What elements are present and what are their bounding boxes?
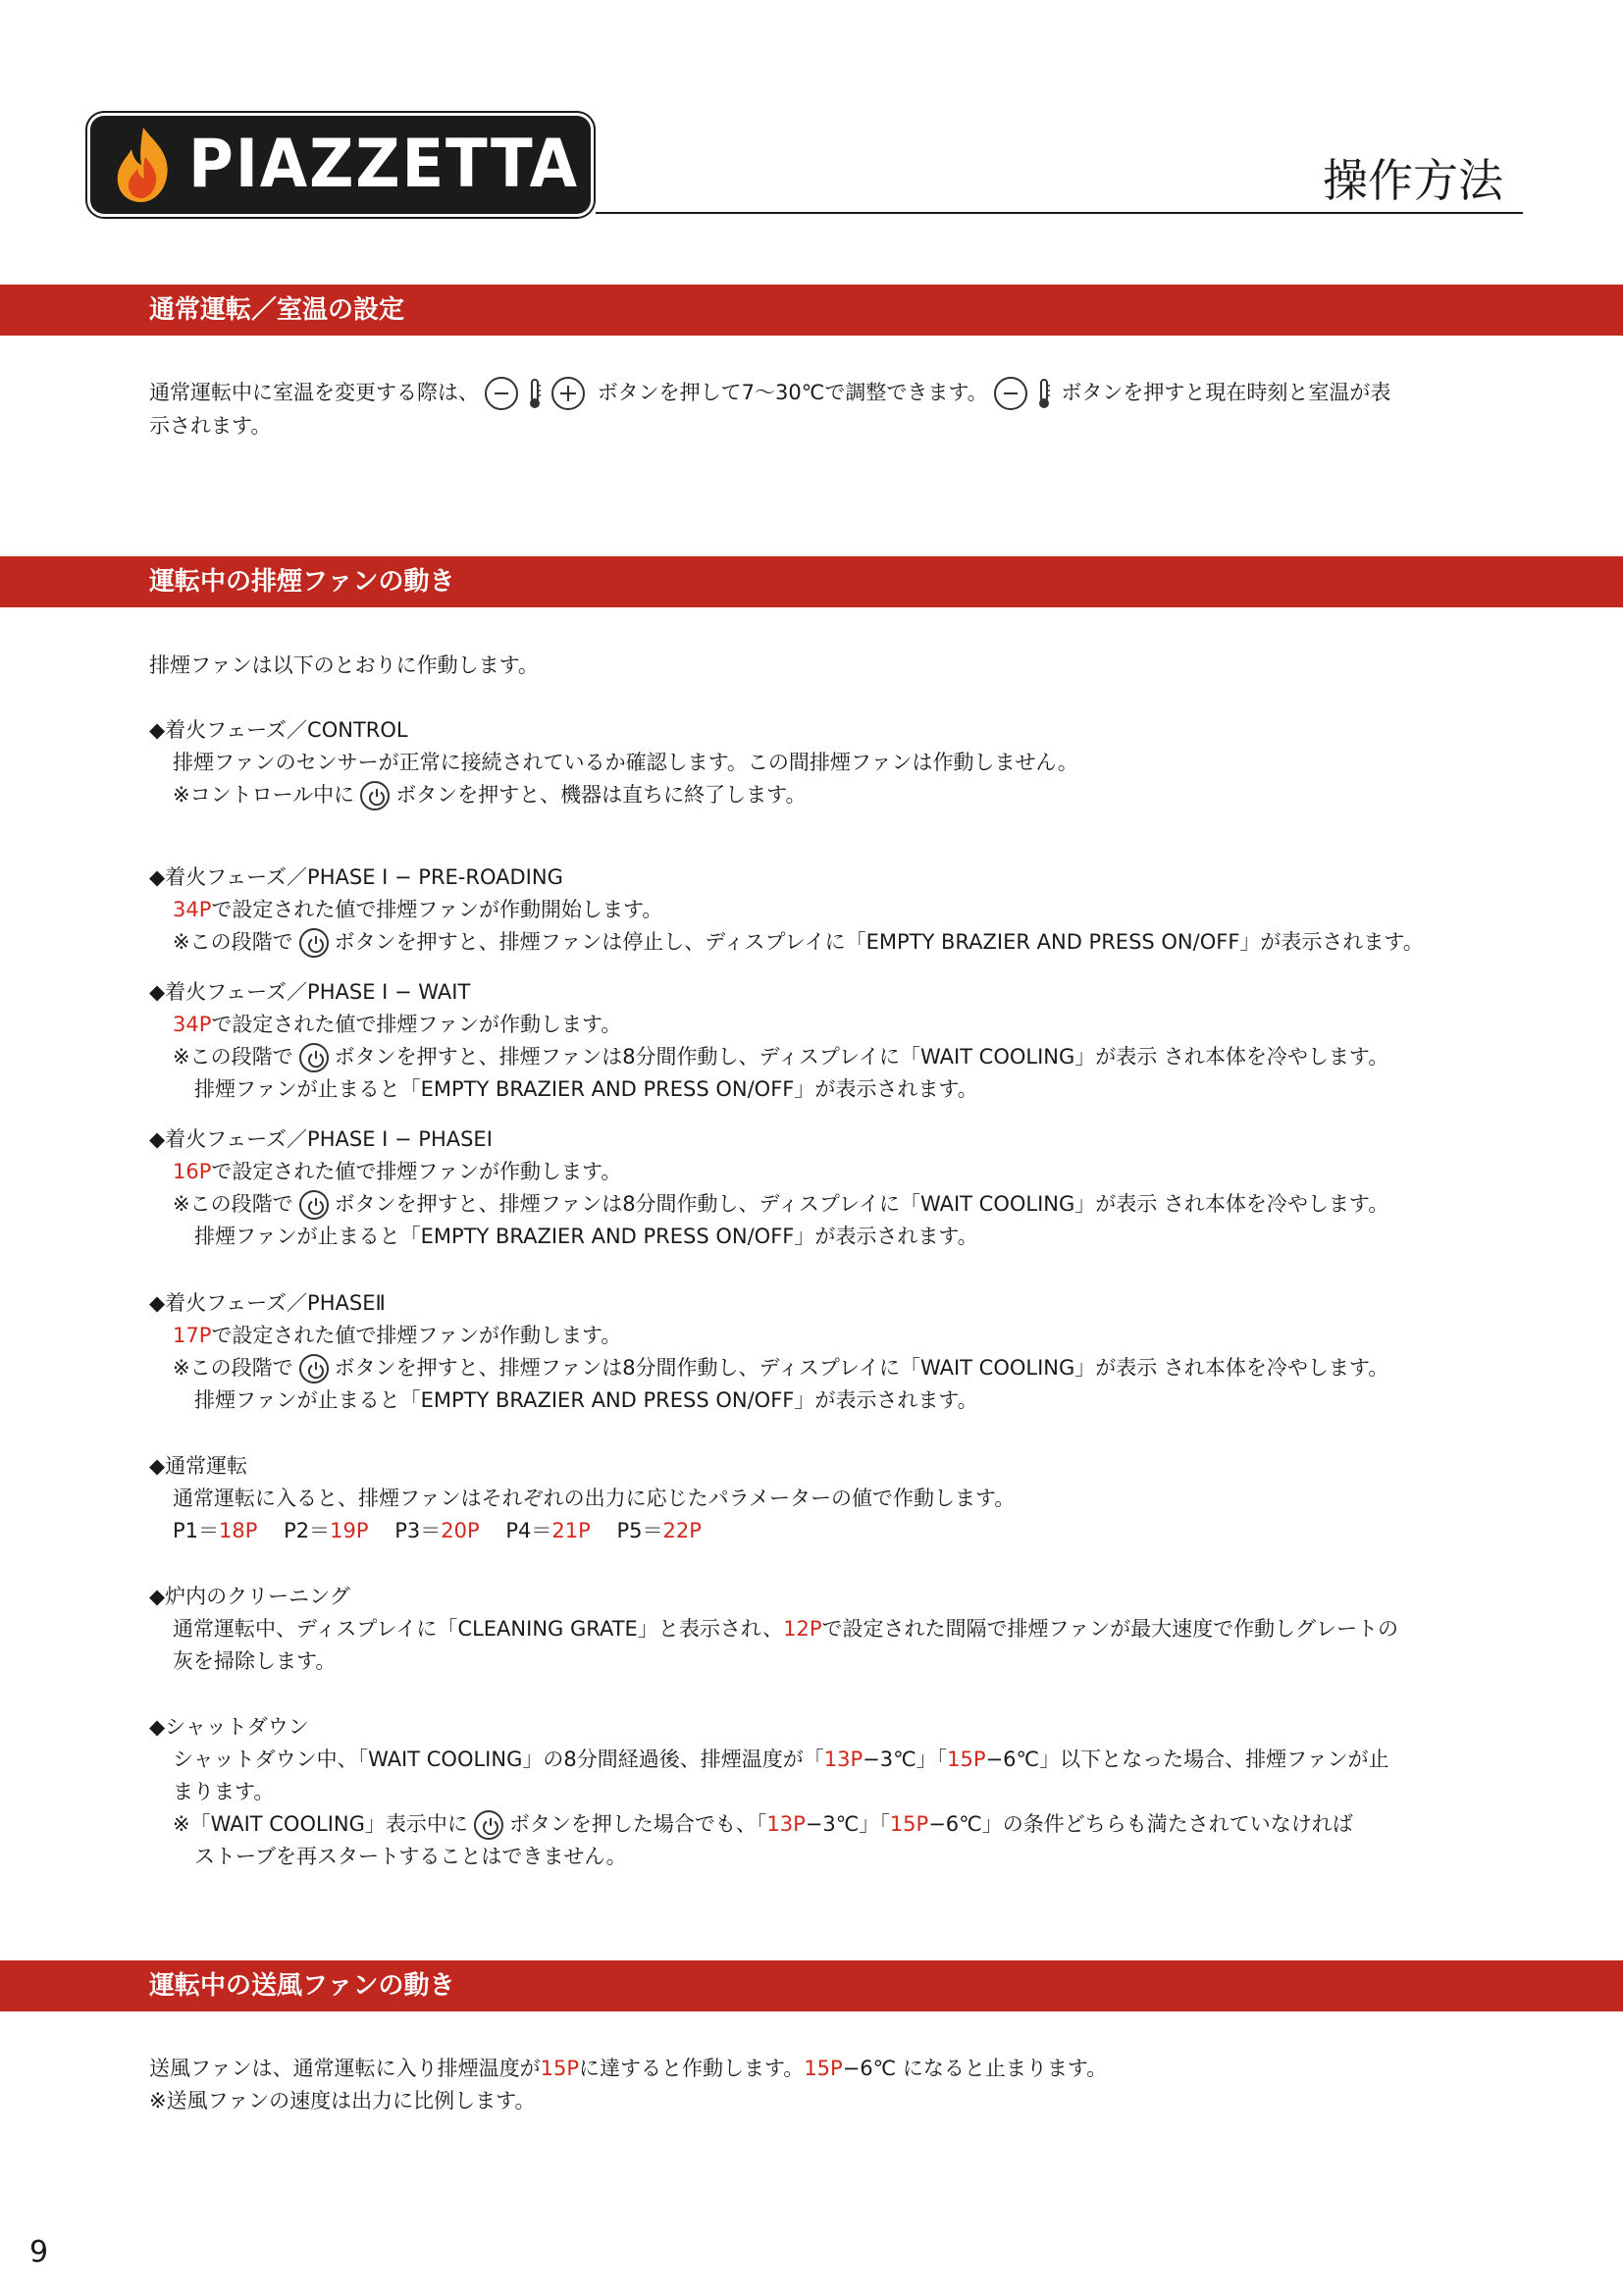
block-line: 通常運転に入ると、排煙ファンはそれぞれの出力に応じたパラメーターの値で作動します。 bbox=[173, 1487, 1016, 1510]
line-text: で設定された値で排煙ファンが作動します。 bbox=[211, 1160, 622, 1183]
line-text: −3℃」「 bbox=[863, 1748, 948, 1771]
line-text: −6℃」の条件どちらも満たされていなければ bbox=[928, 1812, 1353, 1836]
block-heading: ◆着火フェーズ／CONTROL bbox=[149, 718, 408, 742]
section-title: 通常運転／室温の設定 bbox=[149, 295, 405, 325]
line-text: ※「WAIT COOLING」表示中に bbox=[173, 1812, 468, 1836]
block-line bbox=[149, 779, 1078, 811]
block-heading: ◆着火フェーズ／PHASEⅡ bbox=[149, 1291, 386, 1315]
plus-button-icon bbox=[551, 377, 585, 410]
power-label: P5＝ bbox=[616, 1519, 663, 1542]
line-text: ※コントロール中に bbox=[173, 783, 355, 807]
parameter-code: 15P bbox=[889, 1812, 929, 1836]
power-button-icon bbox=[299, 1354, 329, 1383]
block-heading: ◆シャットダウン bbox=[149, 1715, 309, 1739]
line-text: で設定された値で排煙ファンが作動開始します。 bbox=[211, 898, 663, 921]
power-param: 20P bbox=[441, 1519, 480, 1542]
shutdown-block bbox=[149, 1711, 1389, 1873]
power-button-icon bbox=[299, 1190, 329, 1220]
block-line: 排煙ファンのセンサーが正常に接続されているか確認します。この間排煙ファンは作動しません。 bbox=[173, 751, 1078, 774]
normal-operation-block bbox=[149, 1450, 1015, 1547]
parameter-code: 34P bbox=[173, 1013, 212, 1036]
parameter-code: 13P bbox=[766, 1812, 806, 1836]
block-line: 排煙ファンが止まると「EMPTY BRAZIER AND PRESS ON/OFF」が表示されます。 bbox=[194, 1388, 978, 1412]
exhaust-intro: 排煙ファンは以下のとおりに作動します。 bbox=[149, 653, 539, 677]
line-text: ボタンを押すと、機器は直ちに終了します。 bbox=[395, 783, 807, 807]
parameter-code: 15P bbox=[947, 1748, 986, 1771]
page-title: 操作方法 bbox=[1323, 154, 1503, 207]
block-line: 灰を掃除します。 bbox=[173, 1649, 337, 1673]
minus-button-icon bbox=[994, 377, 1027, 410]
line-text: ボタンを押した場合でも、「 bbox=[508, 1812, 767, 1836]
paragraph-line: ※送風ファンの速度は出力に比例します。 bbox=[149, 2089, 536, 2113]
parameter-code: 16P bbox=[173, 1160, 212, 1183]
block-line bbox=[149, 894, 1424, 926]
parameter-code: 15P bbox=[804, 2057, 843, 2080]
block-line bbox=[149, 1041, 1388, 1073]
power-button-icon bbox=[474, 1810, 503, 1840]
line-text: 送風ファンは、通常運転に入り排煙温度が bbox=[149, 2057, 541, 2080]
power-button-icon bbox=[299, 1043, 329, 1072]
line-text: ※この段階で bbox=[173, 1045, 293, 1069]
block-heading: ◆通常運転 bbox=[149, 1454, 248, 1478]
paragraph-line bbox=[149, 2053, 1107, 2085]
block-line bbox=[149, 926, 1424, 959]
section-title: 運転中の送風ファンの動き bbox=[149, 1971, 455, 2001]
line-text: −6℃ になると止まります。 bbox=[842, 2057, 1108, 2080]
section-title: 運転中の排煙ファンの動き bbox=[149, 567, 455, 597]
header-rule bbox=[596, 212, 1523, 214]
block-line bbox=[149, 1352, 1388, 1384]
room-temp-paragraph bbox=[149, 377, 1390, 443]
control-block bbox=[149, 714, 1078, 811]
line-text: ボタンを押すと、排煙ファンは8分間作動し、ディスプレイに「WAIT COOLING」が表示 され本体を冷やします。 bbox=[334, 1192, 1389, 1216]
thermometer-icon bbox=[528, 378, 542, 409]
power-label: P3＝ bbox=[394, 1519, 442, 1542]
phase-one-block bbox=[149, 1123, 1388, 1253]
pre-roading-block bbox=[149, 861, 1424, 959]
paragraph-text: 通常運転中に室温を変更する際は、 bbox=[149, 381, 479, 404]
power-param: 22P bbox=[662, 1519, 702, 1542]
power-label: P4＝ bbox=[505, 1519, 552, 1542]
paragraph-text: 示されます。 bbox=[149, 414, 272, 438]
block-line bbox=[149, 1808, 1389, 1841]
block-heading: ◆着火フェーズ／PHASE Ⅰ − WAIT bbox=[149, 980, 471, 1004]
brand-name: PIAZZETTA bbox=[188, 126, 579, 203]
block-heading: ◆炉内のクリーニング bbox=[149, 1585, 350, 1608]
section-bar-exhaust-fan bbox=[0, 556, 1623, 607]
line-text: 通常運転中、ディスプレイに「CLEANING GRATE」と表示され、 bbox=[173, 1617, 784, 1641]
block-line bbox=[149, 1613, 1398, 1645]
line-text: で設定された値で排煙ファンが作動します。 bbox=[211, 1013, 622, 1036]
block-line bbox=[149, 1156, 1388, 1188]
line-text: シャットダウン中、「WAIT COOLING」の8分間経過後、排煙温度が「 bbox=[173, 1748, 824, 1771]
line-text: で設定された値で排煙ファンが作動します。 bbox=[211, 1324, 622, 1347]
power-param: 19P bbox=[330, 1519, 369, 1542]
line-text: ※この段階で bbox=[173, 1192, 293, 1216]
line-text: ※この段階で bbox=[173, 930, 293, 954]
parameter-code: 17P bbox=[173, 1324, 212, 1347]
paragraph-text: ボタンを押して7〜30℃で調整できます。 bbox=[597, 381, 988, 404]
power-parameters bbox=[149, 1515, 1015, 1547]
phase-two-block bbox=[149, 1287, 1388, 1417]
power-label: P1＝ bbox=[173, 1519, 220, 1542]
piazzetta-logo bbox=[90, 116, 591, 214]
power-button-icon bbox=[299, 928, 329, 958]
power-param: 18P bbox=[219, 1519, 258, 1542]
block-heading: ◆着火フェーズ／PHASE Ⅰ − PHASEⅠ bbox=[149, 1127, 493, 1151]
page-number: 9 bbox=[29, 2235, 49, 2270]
block-line bbox=[149, 1188, 1388, 1221]
wait-block bbox=[149, 976, 1388, 1106]
power-label: P2＝ bbox=[284, 1519, 331, 1542]
block-line bbox=[149, 1744, 1389, 1776]
line-text: ボタンを押すと、排煙ファンは停止し、ディスプレイに「EMPTY BRAZIER AND PRESS ON/OFF」が表示されます。 bbox=[334, 930, 1424, 954]
block-line: まります。 bbox=[173, 1780, 275, 1803]
minus-button-icon bbox=[485, 377, 518, 410]
block-line bbox=[149, 1320, 1388, 1352]
line-text: ボタンを押すと、排煙ファンは8分間作動し、ディスプレイに「WAIT COOLING」が表示 され本体を冷やします。 bbox=[334, 1045, 1389, 1069]
power-button-icon bbox=[360, 781, 390, 810]
line-text: に達すると作動します。 bbox=[578, 2057, 805, 2080]
line-text: ※この段階で bbox=[173, 1356, 293, 1380]
thermometer-icon bbox=[1037, 378, 1051, 409]
line-text: −3℃」「 bbox=[805, 1812, 890, 1836]
paragraph-text: ボタンを押すと現在時刻と室温が表 bbox=[1061, 381, 1391, 404]
blower-fan-paragraph bbox=[149, 2053, 1107, 2117]
parameter-code: 13P bbox=[823, 1748, 864, 1771]
line-text: ボタンを押すと、排煙ファンは8分間作動し、ディスプレイに「WAIT COOLING」が表示 され本体を冷やします。 bbox=[334, 1356, 1389, 1380]
section-bar-blower-fan bbox=[0, 1960, 1623, 2011]
parameter-code: 34P bbox=[173, 898, 212, 921]
section-bar-room-temperature bbox=[0, 285, 1623, 336]
page-header bbox=[90, 116, 1523, 214]
block-heading: ◆着火フェーズ／PHASE Ⅰ − PRE-ROADING bbox=[149, 865, 563, 889]
block-line: ストーブを再スタートすることはできません。 bbox=[194, 1845, 627, 1868]
cleaning-block bbox=[149, 1581, 1398, 1678]
block-line: 排煙ファンが止まると「EMPTY BRAZIER AND PRESS ON/OFF」が表示されます。 bbox=[194, 1225, 978, 1248]
line-text: −6℃」以下となった場合、排煙ファンが止 bbox=[985, 1748, 1389, 1771]
flame-logo-icon bbox=[102, 124, 184, 206]
block-line bbox=[149, 1009, 1388, 1041]
block-line: 排煙ファンが止まると「EMPTY BRAZIER AND PRESS ON/OFF」が表示されます。 bbox=[194, 1077, 978, 1101]
power-param: 21P bbox=[551, 1519, 591, 1542]
line-text: で設定された間隔で排煙ファンが最大速度で作動しグレートの bbox=[821, 1617, 1399, 1641]
parameter-code: 12P bbox=[783, 1617, 822, 1641]
parameter-code: 15P bbox=[540, 2057, 579, 2080]
